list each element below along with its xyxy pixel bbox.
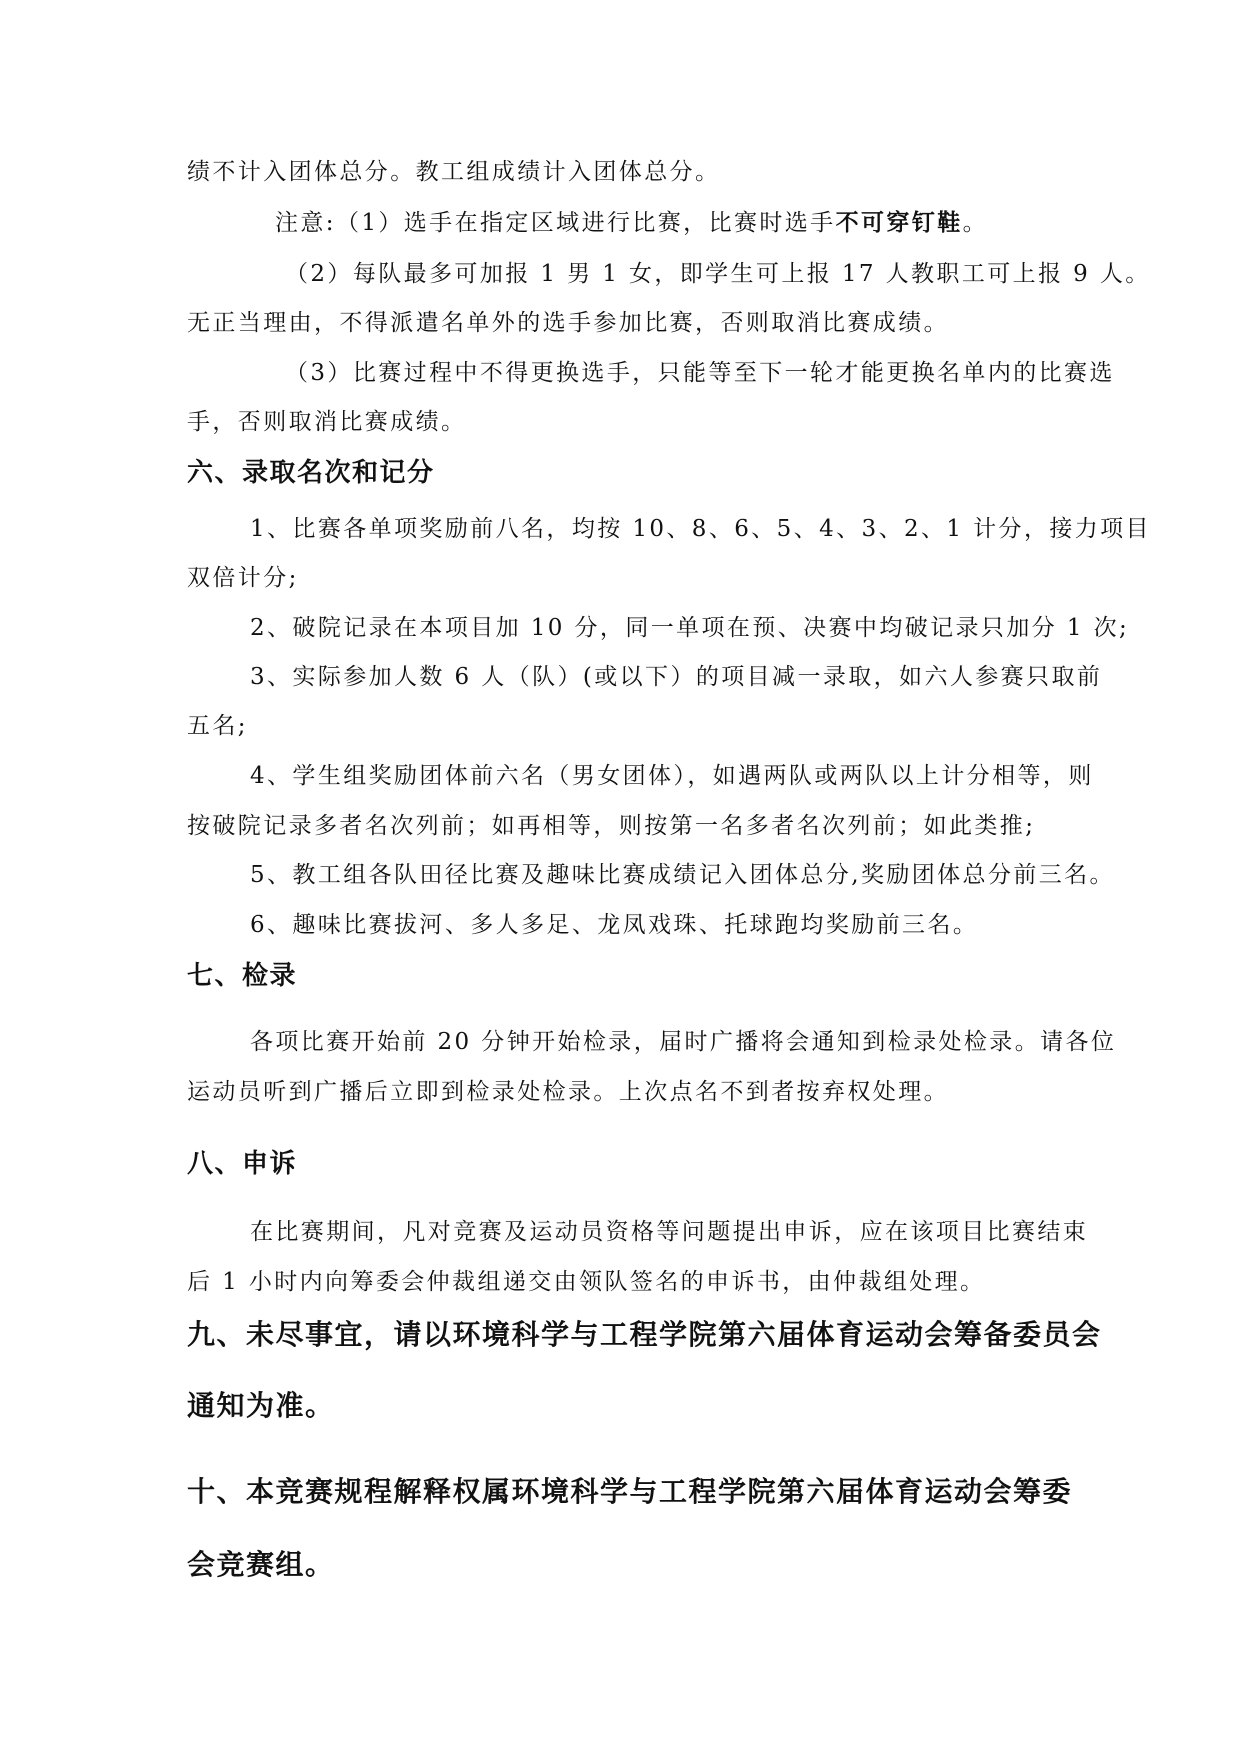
section-6-item-1-line-1: 1、比赛各单项奖励前八名，均按 10、8、6、5、4、3、2、1 计分，接力项目 bbox=[250, 516, 1151, 542]
section-6-item-4-line-1: 4、学生组奖励团体前六名（男女团体），如遇两队或两队以上计分相等，则 bbox=[250, 763, 1094, 789]
note-text-end: 。 bbox=[962, 210, 988, 236]
section-8-line-2: 后 1 小时内向筹委会仲裁组递交由领队签名的申诉书，由仲裁组处理。 bbox=[187, 1269, 986, 1295]
note-2-line-2: 无正当理由，不得派遣名单外的选手参加比赛，否则取消比赛成绩。 bbox=[187, 310, 949, 336]
section-6-item-5: 5、教工组各队田径比赛及趣味比赛成绩记入团体总分,奖励团体总分前三名。 bbox=[250, 862, 1115, 888]
section-9-line-1: 九、未尽事宜，请以环境科学与工程学院第六届体育运动会筹备委员会 bbox=[187, 1318, 1102, 1351]
section-8-heading: 八、申诉 bbox=[187, 1149, 298, 1179]
note-emphasis: 不可穿钉鞋 bbox=[835, 209, 963, 236]
section-6-item-4-line-2: 按破院记录多者名次列前；如再相等，则按第一名多者名次列前；如此类推; bbox=[187, 813, 1036, 839]
note-3-line-2: 手，否则取消比赛成绩。 bbox=[187, 409, 467, 435]
note-line-1 bbox=[275, 207, 1175, 239]
section-6-heading: 六、录取名次和记分 bbox=[187, 458, 435, 488]
section-10-line-2: 会竞赛组。 bbox=[187, 1548, 335, 1581]
note-3-line-1: （3）比赛过程中不得更换选手，只能等至下一轮才能更换名单内的比赛选 bbox=[285, 360, 1115, 386]
paragraph-line: 绩不计入团体总分。教工组成绩计入团体总分。 bbox=[187, 159, 721, 185]
section-10-line-1: 十、本竞赛规程解释权属环境科学与工程学院第六届体育运动会筹委 bbox=[187, 1475, 1073, 1508]
section-7-heading: 七、检录 bbox=[187, 961, 298, 991]
section-8-line-1: 在比赛期间，凡对竞赛及运动员资格等问题提出申诉，应在该项目比赛结束 bbox=[250, 1219, 1089, 1245]
section-7-line-1: 各项比赛开始前 20 分钟开始检录，届时广播将会通知到检录处检录。请各位 bbox=[250, 1029, 1117, 1055]
section-6-item-3-line-2: 五名; bbox=[187, 713, 248, 739]
note-2-line-1: （2）每队最多可加报 1 男 1 女，即学生可上报 17 人教职工可上报 9 人。 bbox=[285, 261, 1151, 287]
section-6-item-2: 2、破院记录在本项目加 10 分，同一单项在预、决赛中均破记录只加分 1 次; bbox=[250, 615, 1130, 641]
note-text: 注意:（1）选手在指定区域进行比赛，比赛时选手 bbox=[275, 210, 836, 236]
section-6-item-6: 6、趣味比赛拔河、多人多足、龙凤戏珠、托球跑均奖励前三名。 bbox=[250, 912, 979, 938]
section-6-item-3-line-1: 3、实际参加人数 6 人（队）(或以下）的项目减一录取，如六人参赛只取前 bbox=[250, 664, 1103, 690]
section-9-line-2: 通知为准。 bbox=[187, 1389, 335, 1422]
section-6-item-1-line-2: 双倍计分; bbox=[187, 565, 299, 591]
section-7-line-2: 运动员听到广播后立即到检录处检录。上次点名不到者按弃权处理。 bbox=[187, 1079, 949, 1105]
